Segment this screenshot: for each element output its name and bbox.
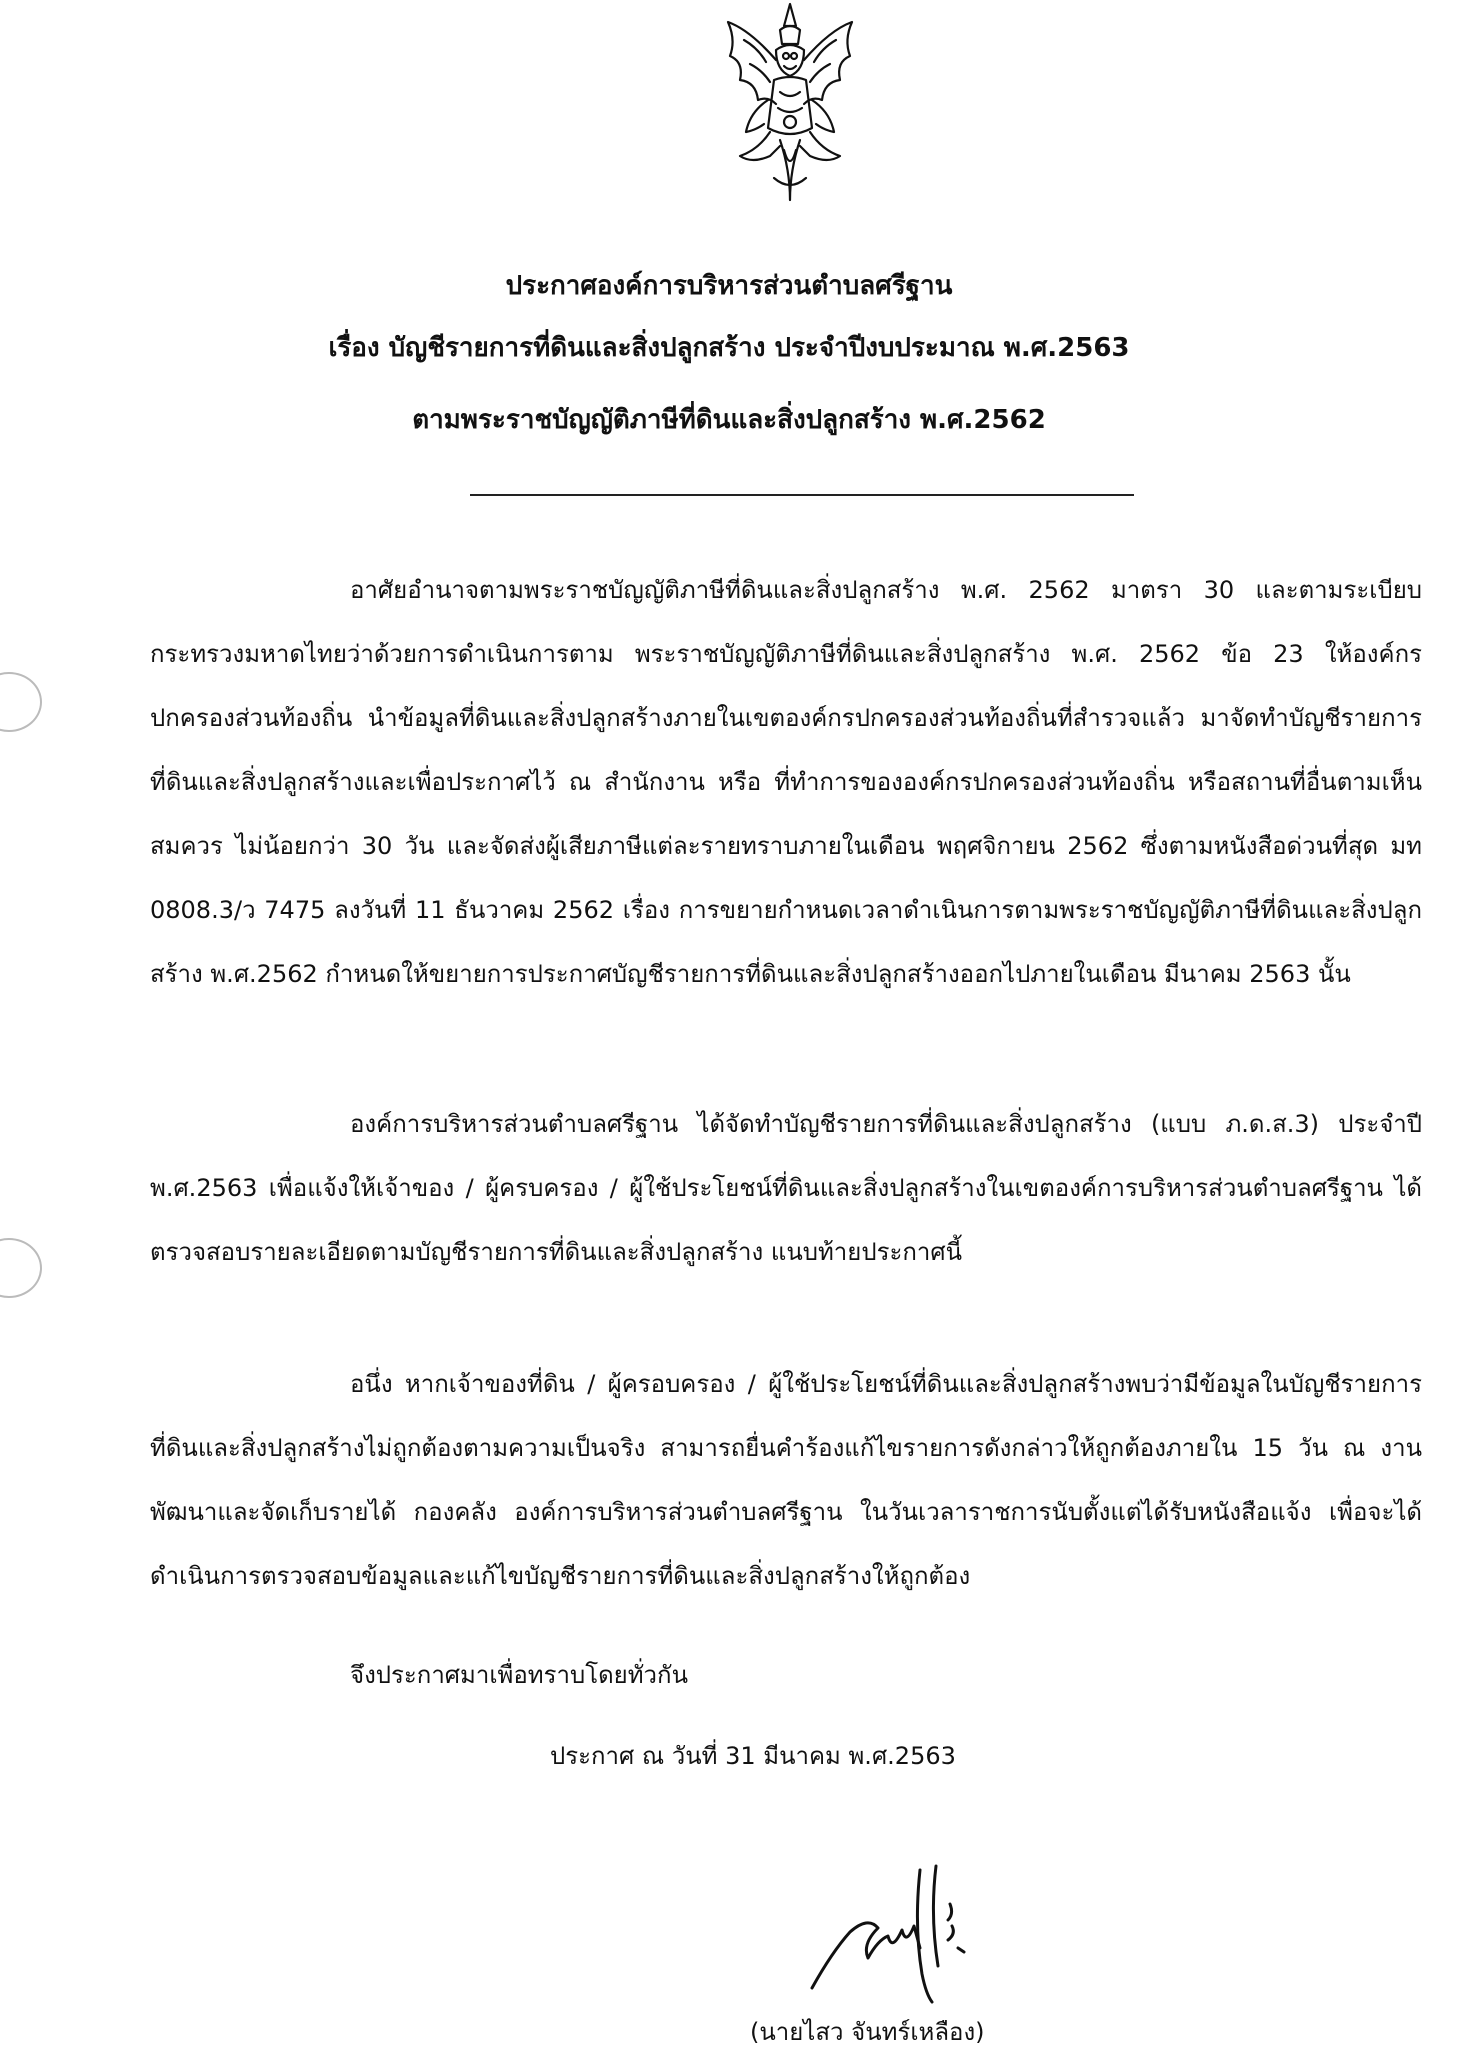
closing-statement: จึงประกาศมาเพื่อทราบโดยทั่วกัน (350, 1661, 688, 1689)
signer-name: (นายไสว จันทร์เหลือง) (750, 2018, 985, 2046)
announcement-date: ประกาศ ณ วันที่ 31 มีนาคม พ.ศ.2563 (550, 1742, 956, 1770)
punch-hole-top (0, 672, 42, 732)
paragraph-text: อนึ่ง หากเจ้าของที่ดิน / ผู้ครอบครอง / ผู้ใช้ประโยชน์ที่ดินและสิ่งปลูกสร้างพบว่ามีข้อมูลในบัญชีรายการที่ดินและสิ่งปลูกสร้างไม่ถูกต้องตามความเป็นจริง สามารถยื่นคำร้องแก้ไขรายการดังกล่าวให้ถูกต้องภายใน 15 วัน ณ งานพัฒนาและจัดเก็บรายได้ กองคลัง องค์การบริหารส่วนตำบลศรีฐาน ในวันเวลาราชการนับตั้งแต่ได้รับหนังสือแจ้ง เพื่อจะได้ดำเนินการตรวจสอบข้อมูลและแก้ไขบัญชีรายการที่ดินและสิ่งปลูกสร้างให้ถูกต้อง (150, 1370, 1422, 1590)
notice-legal-basis: ตามพระราชบัญญัติภาษีที่ดินและสิ่งปลูกสร้าง พ.ศ.2562 (412, 405, 1046, 435)
paragraph-text: องค์การบริหารส่วนตำบลศรีฐาน ได้จัดทำบัญชีรายการที่ดินและสิ่งปลูกสร้าง (แบบ ภ.ด.ส.3) ประจำปี พ.ศ.2563 เพื่อแจ้งให้เจ้าของ / ผู้ครบครอง / ผู้ใช้ประโยชน์ที่ดินและสิ่งปลูกสร้างในเขตองค์การบริหารส่วนตำบลศรีฐาน ได้ตรวจสอบรายละเอียดตามบัญชีรายการที่ดินและสิ่งปลูกสร้าง แนบท้ายประกาศนี้ (150, 1110, 1422, 1266)
paragraph-authority (150, 558, 1422, 1006)
title-divider (470, 494, 1134, 496)
paragraph-text: อาศัยอำนาจตามพระราชบัญญัติภาษีที่ดินและสิ่งปลูกสร้าง พ.ศ. 2562 มาตรา 30 และตามระเบียบกระทรวงมหาดไทยว่าด้วยการดำเนินการตาม พระราชบัญญัติภาษีที่ดินและสิ่งปลูกสร้าง พ.ศ. 2562 ข้อ 23 ให้องค์กรปกครองส่วนท้องถิ่น นำข้อมูลที่ดินและสิ่งปลูกสร้างภายในเขตองค์กรปกครองส่วนท้องถิ่นที่สำรวจแล้ว มาจัดทำบัญชีรายการที่ดินและสิ่งปลูกสร้างและเพื่อประกาศไว้ ณ สำนักงาน หรือ ที่ทำการขององค์กรปกครองส่วนท้องถิ่น หรือสถานที่อื่นตามเห็นสมควร ไม่น้อยกว่า 30 วัน และจัดส่งผู้เสียภาษีแต่ละรายทราบภายในเดือน พฤศจิกายน 2562 ซึ่งตามหนังสือด่วนที่สุด มท 0808.3/ว 7475 ลงวันที่ 11 ธันวาคม 2562 เรื่อง การขยายกำหนดเวลาดำเนินการตามพระราชบัญญัติภาษีที่ดินและสิ่งปลูกสร้าง พ.ศ.2562 กำหนดให้ขยายการประกาศบัญชีรายการที่ดินและสิ่งปลูกสร้างออกไปภายในเดือน มีนาคม 2563 นั้น (150, 576, 1422, 988)
paragraph-correction (150, 1352, 1422, 1608)
notice-title: ประกาศองค์การบริหารส่วนตำบลศรีฐาน (505, 271, 953, 301)
garuda-emblem-icon (700, 0, 880, 215)
paragraph-listing (150, 1092, 1422, 1284)
notice-subject: เรื่อง บัญชีรายการที่ดินและสิ่งปลูกสร้าง ประจำปีงบประมาณ พ.ศ.2563 (328, 333, 1130, 363)
handwritten-signature-icon (802, 1856, 1012, 2006)
punch-hole-bottom (0, 1238, 42, 1298)
